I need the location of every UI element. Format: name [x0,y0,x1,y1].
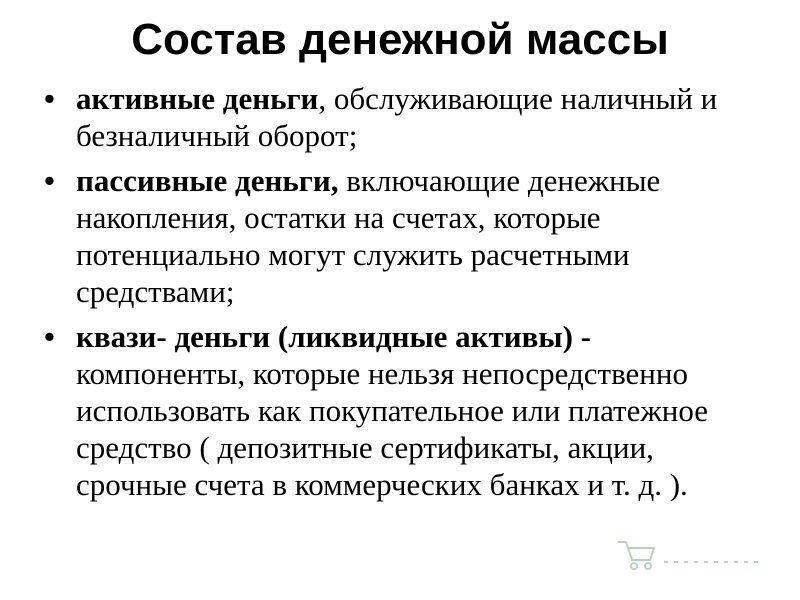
bullet-marker: • [44,163,55,198]
bullet-marker: • [44,81,55,116]
bullet-term: активные деньги [76,81,319,116]
bullet-list [40,80,760,511]
bullet-item-passive-money [40,162,760,310]
watermark-cart-icon [614,536,764,572]
bullet-item-active-money [40,80,760,154]
bullet-marker: • [44,319,55,354]
bullet-item-quasi-money [40,318,760,503]
bullet-term: квази- деньги (ликвидные активы) - [76,319,591,354]
bullet-term: пассивные деньги, [76,163,339,198]
bullet-text: компоненты, которые нельзя непосредственно использовать как покупательное или платежное средство ( депозитные сертификаты, акции, срочные счета в коммерческих банках и т. д. ). [76,356,709,502]
bullet-text: включающие денежные накопления, остатки на счетах, которые потенциально могут служить расчетными средствами; [76,163,661,309]
slide-title: Состав денежной массы [131,15,669,64]
bullet-text: , обслуживающие наличный и безналичный оборот; [76,81,718,153]
